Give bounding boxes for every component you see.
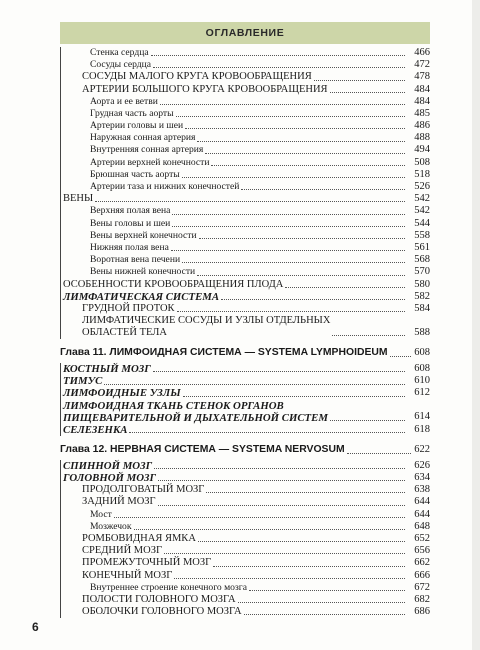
toc-entry — [60, 496, 430, 508]
dot-leader — [249, 590, 405, 591]
dot-leader — [244, 614, 405, 615]
toc-entry-page: 484 — [414, 83, 430, 95]
dot-leader — [332, 335, 405, 336]
toc-entry-text: ГОЛОВНОЙ МОЗГ — [63, 472, 157, 485]
toc-entry-lymph-vessels — [60, 315, 430, 339]
toc-entry-text: ПИЩЕВАРИТЕЛЬНОЙ И ДЫХАТЕЛЬНОЙ СИСТЕМ — [63, 411, 328, 424]
dot-leader — [183, 396, 405, 397]
dot-leader — [197, 141, 405, 142]
toc-entry-lymphoid-tissue — [60, 400, 430, 424]
toc-entry — [60, 132, 430, 144]
dot-leader — [172, 214, 405, 215]
dot-leader — [199, 238, 405, 239]
toc-entry-text: Мост — [90, 508, 112, 520]
toc-entry-page: 485 — [414, 107, 430, 119]
toc-entry-text: ЛИМФАТИЧЕСКАЯ СИСТЕМА — [63, 290, 220, 303]
toc-entry-text: Артерии таза и нижних конечностей — [90, 181, 240, 193]
toc-entry-text: Артерии верхней конечности — [90, 156, 210, 168]
toc-entry-text: ПОЛОСТИ ГОЛОВНОГО МОЗГА — [82, 593, 236, 605]
dot-leader — [197, 275, 405, 276]
toc-entry-text: Сосуды сердца — [90, 59, 152, 71]
toc-entry — [60, 375, 430, 387]
toc-entry-text: РОМБОВИДНАЯ ЯМКА — [82, 532, 196, 544]
toc-entry-page: 484 — [414, 95, 430, 107]
toc-entry-text: Вены головы и шеи — [90, 217, 171, 229]
toc-section-lymphoid — [60, 363, 430, 400]
dot-leader — [185, 128, 405, 129]
toc-entry-text: ОСОБЕННОСТИ КРОВООБРАЩЕНИЯ ПЛОДА — [63, 278, 284, 290]
toc-entry-page: 682 — [414, 593, 430, 605]
dot-leader — [285, 287, 405, 288]
toc-entry — [60, 570, 430, 582]
toc-entry-text: ЛИМФОИДНЫЕ УЗЛЫ — [63, 387, 181, 400]
dot-leader — [154, 468, 405, 469]
chapter-page: 608 — [414, 347, 430, 359]
toc-entry — [60, 145, 430, 157]
toc-entry-page: 652 — [414, 532, 430, 544]
toc-entry — [60, 242, 430, 254]
toc-entry-page: 644 — [414, 508, 430, 520]
dot-leader — [198, 541, 405, 542]
toc-section-circulation — [60, 47, 430, 315]
dot-leader — [95, 201, 405, 202]
chapter-page: 622 — [414, 443, 430, 455]
toc-entry-page: 666 — [414, 569, 430, 581]
dot-leader — [164, 553, 405, 554]
toc-entry-text: Наружная сонная артерия — [90, 132, 196, 144]
toc-entry-text: Аорта и ее ветви — [90, 95, 158, 107]
toc-entry-page: 494 — [414, 144, 430, 156]
dot-leader — [134, 529, 405, 530]
dot-leader — [241, 189, 405, 190]
toc-entry-page: 584 — [414, 302, 430, 314]
toc-entry — [60, 291, 430, 303]
dot-leader — [160, 104, 405, 105]
toc-entry — [60, 205, 430, 217]
toc-entry — [60, 279, 430, 291]
toc-entry — [60, 96, 430, 108]
dot-leader — [153, 67, 405, 68]
toc-entry — [60, 606, 430, 618]
toc-entry — [60, 230, 430, 242]
toc-entry-text: КОСТНЫЙ МОЗГ — [63, 363, 151, 376]
table-of-contents — [60, 47, 430, 618]
toc-entry — [60, 169, 430, 181]
dot-leader — [182, 262, 405, 263]
toc-entry-text: ВЕНЫ — [63, 193, 94, 205]
toc-entry — [60, 533, 430, 545]
toc-entry-page: 634 — [414, 472, 430, 484]
toc-entry-page: 580 — [414, 278, 430, 290]
toc-entry-page: 472 — [414, 59, 430, 71]
toc-entry-page: 582 — [414, 290, 430, 302]
toc-entry-page: 638 — [414, 484, 430, 496]
toc-entry — [60, 108, 430, 120]
dot-leader — [330, 92, 405, 93]
toc-entry — [60, 303, 430, 315]
toc-entry-text: ПРОДОЛГОВАТЫЙ МОЗГ — [82, 484, 205, 496]
toc-entry-text: СЕЛЕЗЕНКА — [63, 423, 128, 436]
toc-entry-text: СПИННОЙ МОЗГ — [63, 459, 153, 472]
toc-entry-page: 488 — [414, 132, 430, 144]
toc-entry-text: ОБОЛОЧКИ ГОЛОВНОГО МОЗГА — [82, 606, 242, 618]
dot-leader — [104, 384, 405, 385]
toc-entry-text: СРЕДНИЙ МОЗГ — [82, 545, 163, 557]
toc-entry — [60, 388, 430, 400]
toc-entry — [60, 71, 430, 83]
toc-entry-page: 544 — [414, 217, 430, 229]
page-number: 6 — [32, 620, 39, 634]
dot-leader — [174, 578, 405, 579]
dot-leader — [205, 153, 405, 154]
toc-entry-text: Стенка сердца — [90, 46, 149, 58]
toc-entry — [60, 218, 430, 230]
chapter-title: Глава 11. ЛИМФОИДНАЯ СИСТЕМА — SYSTEMA LYMPHOIDEUM — [60, 347, 388, 359]
right-margin-edge — [472, 0, 480, 650]
toc-entry-page: 656 — [414, 545, 430, 557]
toc-entry-page: 608 — [414, 363, 430, 375]
toc-entry-text: КОНЕЧНЫЙ МОЗГ — [82, 569, 173, 581]
header-title: ОГЛАВЛЕНИЕ — [205, 27, 285, 39]
dot-leader — [151, 55, 405, 56]
toc-entry — [60, 509, 430, 521]
toc-entry-text: Верхняя полая вена — [90, 205, 171, 217]
dot-leader — [211, 165, 405, 166]
toc-entry-text: Внутренняя сонная артерия — [90, 144, 204, 156]
toc-entry — [60, 266, 430, 278]
toc-entry-page: 568 — [414, 254, 430, 266]
dot-leader — [171, 250, 405, 251]
toc-entry-text: Брюшная часть аорты — [90, 168, 180, 180]
toc-entry-text: ПРОМЕЖУТОЧНЫЙ МОЗГ — [82, 557, 212, 569]
dot-leader — [172, 226, 405, 227]
toc-entry-text: ОБЛАСТЕЙ ТЕЛА — [82, 327, 167, 339]
toc-entry-page: 542 — [414, 205, 430, 217]
toc-entry-page: 561 — [414, 241, 430, 253]
toc-entry-text: ГРУДНОЙ ПРОТОК — [82, 302, 175, 314]
toc-entry-page: 518 — [414, 168, 430, 180]
dot-leader — [114, 517, 405, 518]
toc-entry — [60, 545, 430, 557]
toc-entry-text: Грудная часть аорты — [90, 107, 174, 119]
toc-entry — [60, 181, 430, 193]
toc-entry — [60, 254, 430, 266]
toc-section-nervous — [60, 460, 430, 618]
toc-entry — [60, 59, 430, 71]
dot-leader — [129, 432, 405, 433]
toc-entry — [60, 557, 430, 569]
toc-entry-text: Вены верхней конечности — [90, 229, 197, 241]
dot-leader — [158, 505, 405, 506]
dot-leader — [176, 116, 405, 117]
toc-entry-page: 486 — [414, 120, 430, 132]
toc-entry-text: Мозжечок — [90, 520, 132, 532]
toc-entry-text: АРТЕРИИ БОЛЬШОГО КРУГА КРОВООБРАЩЕНИЯ — [82, 83, 328, 95]
toc-entry — [60, 484, 430, 496]
dot-leader — [330, 420, 405, 421]
toc-entry — [60, 460, 430, 472]
toc-entry — [60, 594, 430, 606]
dot-leader — [213, 566, 405, 567]
toc-entry-page: 612 — [414, 387, 430, 399]
toc-entry-page: 648 — [414, 520, 430, 532]
toc-entry — [60, 582, 430, 594]
toc-entry — [60, 193, 430, 205]
chapter-11-heading — [60, 345, 430, 361]
toc-entry-page: 570 — [414, 266, 430, 278]
toc-entry-page: 686 — [414, 606, 430, 618]
toc-entry — [60, 47, 430, 59]
toc-entry-page: 610 — [414, 375, 430, 387]
toc-entry-text: СОСУДЫ МАЛОГО КРУГА КРОВООБРАЩЕНИЯ — [82, 71, 312, 83]
toc-entry-page: 466 — [414, 46, 430, 58]
dot-leader — [177, 311, 405, 312]
toc-entry-text: Артерии головы и шеи — [90, 120, 184, 132]
toc-entry — [60, 472, 430, 484]
toc-entry-spleen — [60, 424, 430, 436]
dot-leader — [314, 80, 405, 81]
toc-entry-page: 588 — [414, 326, 430, 338]
toc-entry-text: Воротная вена печени — [90, 254, 181, 266]
toc-entry-page: 478 — [414, 71, 430, 83]
toc-entry-text: ТИМУС — [63, 375, 103, 388]
toc-entry-page: 618 — [414, 423, 430, 435]
chapter-title: Глава 12. НЕРВНАЯ СИСТЕМА — SYSTEMA NERVOSUM — [60, 443, 345, 455]
toc-entry-text: Вены нижней конечности — [90, 266, 196, 278]
dot-leader — [238, 602, 405, 603]
toc-entry-text: ЛИМФАТИЧЕСКИЕ СОСУДЫ И УЗЛЫ ОТДЕЛЬНЫХ — [82, 315, 331, 327]
toc-entry — [60, 521, 430, 533]
toc-entry-page: 662 — [414, 557, 430, 569]
dot-leader — [390, 356, 412, 357]
toc-entry-text: Внутреннее строение конечного мозга — [90, 581, 247, 593]
toc-entry — [60, 157, 430, 169]
toc-entry-page: 626 — [414, 459, 430, 471]
toc-entry — [60, 363, 430, 375]
toc-entry-page: 672 — [414, 581, 430, 593]
dot-leader — [206, 492, 405, 493]
toc-entry-page: 542 — [414, 193, 430, 205]
dot-leader — [182, 177, 405, 178]
toc-entry-page: 644 — [414, 496, 430, 508]
dot-leader — [221, 299, 405, 300]
toc-entry — [60, 120, 430, 132]
toc-entry-page: 614 — [414, 411, 430, 423]
toc-entry — [60, 84, 430, 96]
section-header — [60, 22, 430, 44]
chapter-12-heading — [60, 442, 430, 458]
dot-leader — [153, 371, 405, 372]
toc-entry-page: 508 — [414, 156, 430, 168]
dot-leader — [158, 480, 405, 481]
dot-leader — [347, 453, 412, 454]
toc-entry-page: 558 — [414, 229, 430, 241]
toc-entry-page: 526 — [414, 181, 430, 193]
toc-entry-text: ЗАДНИЙ МОЗГ — [82, 496, 156, 508]
toc-entry-text: Нижняя полая вена — [90, 241, 169, 253]
toc-entry-text: ЛИМФОИДНАЯ ТКАНЬ СТЕНОК ОРГАНОВ — [63, 399, 284, 412]
